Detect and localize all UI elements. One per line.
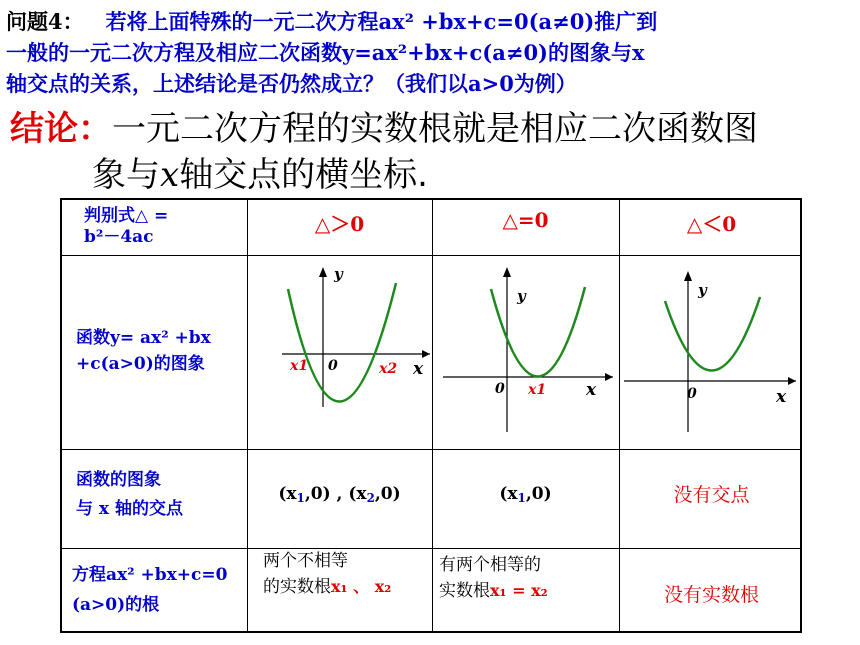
question-label: 问题4： [6,9,84,34]
parabola-curve [288,283,396,402]
roots-two-equal-line-1: 有两个相等的 [439,555,541,575]
subscript: 2 [366,490,375,505]
question-text-1: 若将上面特殊的一元二次方程ax² +bx+c=0(a≠0)推广到 [105,9,658,34]
roots-two-distinct-line-2: 的实数根 [263,577,331,597]
subscript: 1 [296,490,305,505]
header-delta-zero: △=0 [502,208,549,232]
graph-no-root [620,257,804,447]
intersect-none: 没有交点 [673,484,750,506]
parabola-curve [665,297,760,371]
y-label: y [698,281,707,299]
conclusion-line-2a: 象与 [92,155,160,195]
x-label: x [586,380,597,400]
conclusion-line-1: 一元二次方程的实数根就是相应二次函数图 [112,109,758,149]
graph-row-label-2: +c(a>0)的图象 [76,354,205,374]
text-part: ,0) [374,484,401,504]
comparison-table [60,198,802,633]
question-text-2: 一般的一元二次方程及相应二次函数y=ax²+bx+c(a≠0)的图象与x [6,40,645,65]
conclusion-line-2b: 轴交点的横坐标. [179,155,428,195]
conclusion-label: 结论： [10,109,112,149]
table-divider [62,255,800,256]
text-part: ,0) [525,484,552,504]
discriminant-header [84,206,168,248]
intersect-one-point [432,484,619,505]
roots-none: 没有实数根 [663,584,759,606]
table-divider [62,548,800,549]
root-x1-label: x1 [290,358,309,374]
x-axis-arrow [422,350,430,358]
x-axis-arrow [788,377,796,385]
origin-label: 0 [328,358,338,374]
intersect-row-label [76,466,183,524]
y-label: y [334,265,343,283]
text-part: ,0) , (x [304,484,367,504]
intersect-row-label-1: 函数的图象 [76,470,161,490]
graph-one-root [433,257,619,447]
intersect-row-label-2: 与 x 轴的交点 [76,499,183,519]
roots-row-label-1: 方程ax² +bx+c=0 [72,565,228,585]
roots-row-label [72,560,227,620]
conclusion-x-var: x [160,155,180,195]
question [6,6,846,99]
header-delta-negative: △＜0 [686,212,737,236]
text-part: (x [499,484,518,504]
roots-two-distinct-line-1: 两个不相等 [263,551,348,571]
roots-two-distinct [263,548,391,600]
discriminant-line-1: 判别式△ = [84,206,169,226]
origin-label: 0 [687,386,697,402]
y-axis-arrow [684,271,692,281]
conclusion [10,106,855,198]
roots-two-equal [439,552,548,604]
roots-two-distinct-values: x₁ 、 x₂ [331,577,392,596]
y-label: y [517,287,526,305]
conclusion-line-2 [10,152,855,198]
subscript: 1 [517,490,526,505]
x-axis-arrow [605,373,613,381]
graph-two-roots [248,257,432,447]
root-x2-label: x2 [379,361,398,377]
roots-two-equal-line-2: 实数根 [439,581,490,601]
parabola-curve [491,287,585,377]
question-text-3: 轴交点的关系，上述结论是否仍然成立？（我们以a>0为例） [6,71,577,96]
graph-row-label [76,325,211,377]
intersect-two-points [247,484,432,505]
origin-label: 0 [495,381,505,397]
root-x1-label: x1 [528,382,547,398]
x-label: x [776,387,787,407]
x-label: x [413,359,424,379]
header-delta-positive: △＞0 [314,212,365,236]
roots-row-label-2: (a>0)的根 [72,595,160,615]
discriminant-line-2: b²－4ac [84,227,154,247]
roots-two-equal-values: x₁ = x₂ [490,581,548,600]
table-divider [62,449,800,450]
graph-row-label-1: 函数y= ax² +bx [76,328,211,348]
y-axis-arrow [503,267,511,277]
y-axis-arrow [319,267,327,277]
text-part: (x [278,484,297,504]
